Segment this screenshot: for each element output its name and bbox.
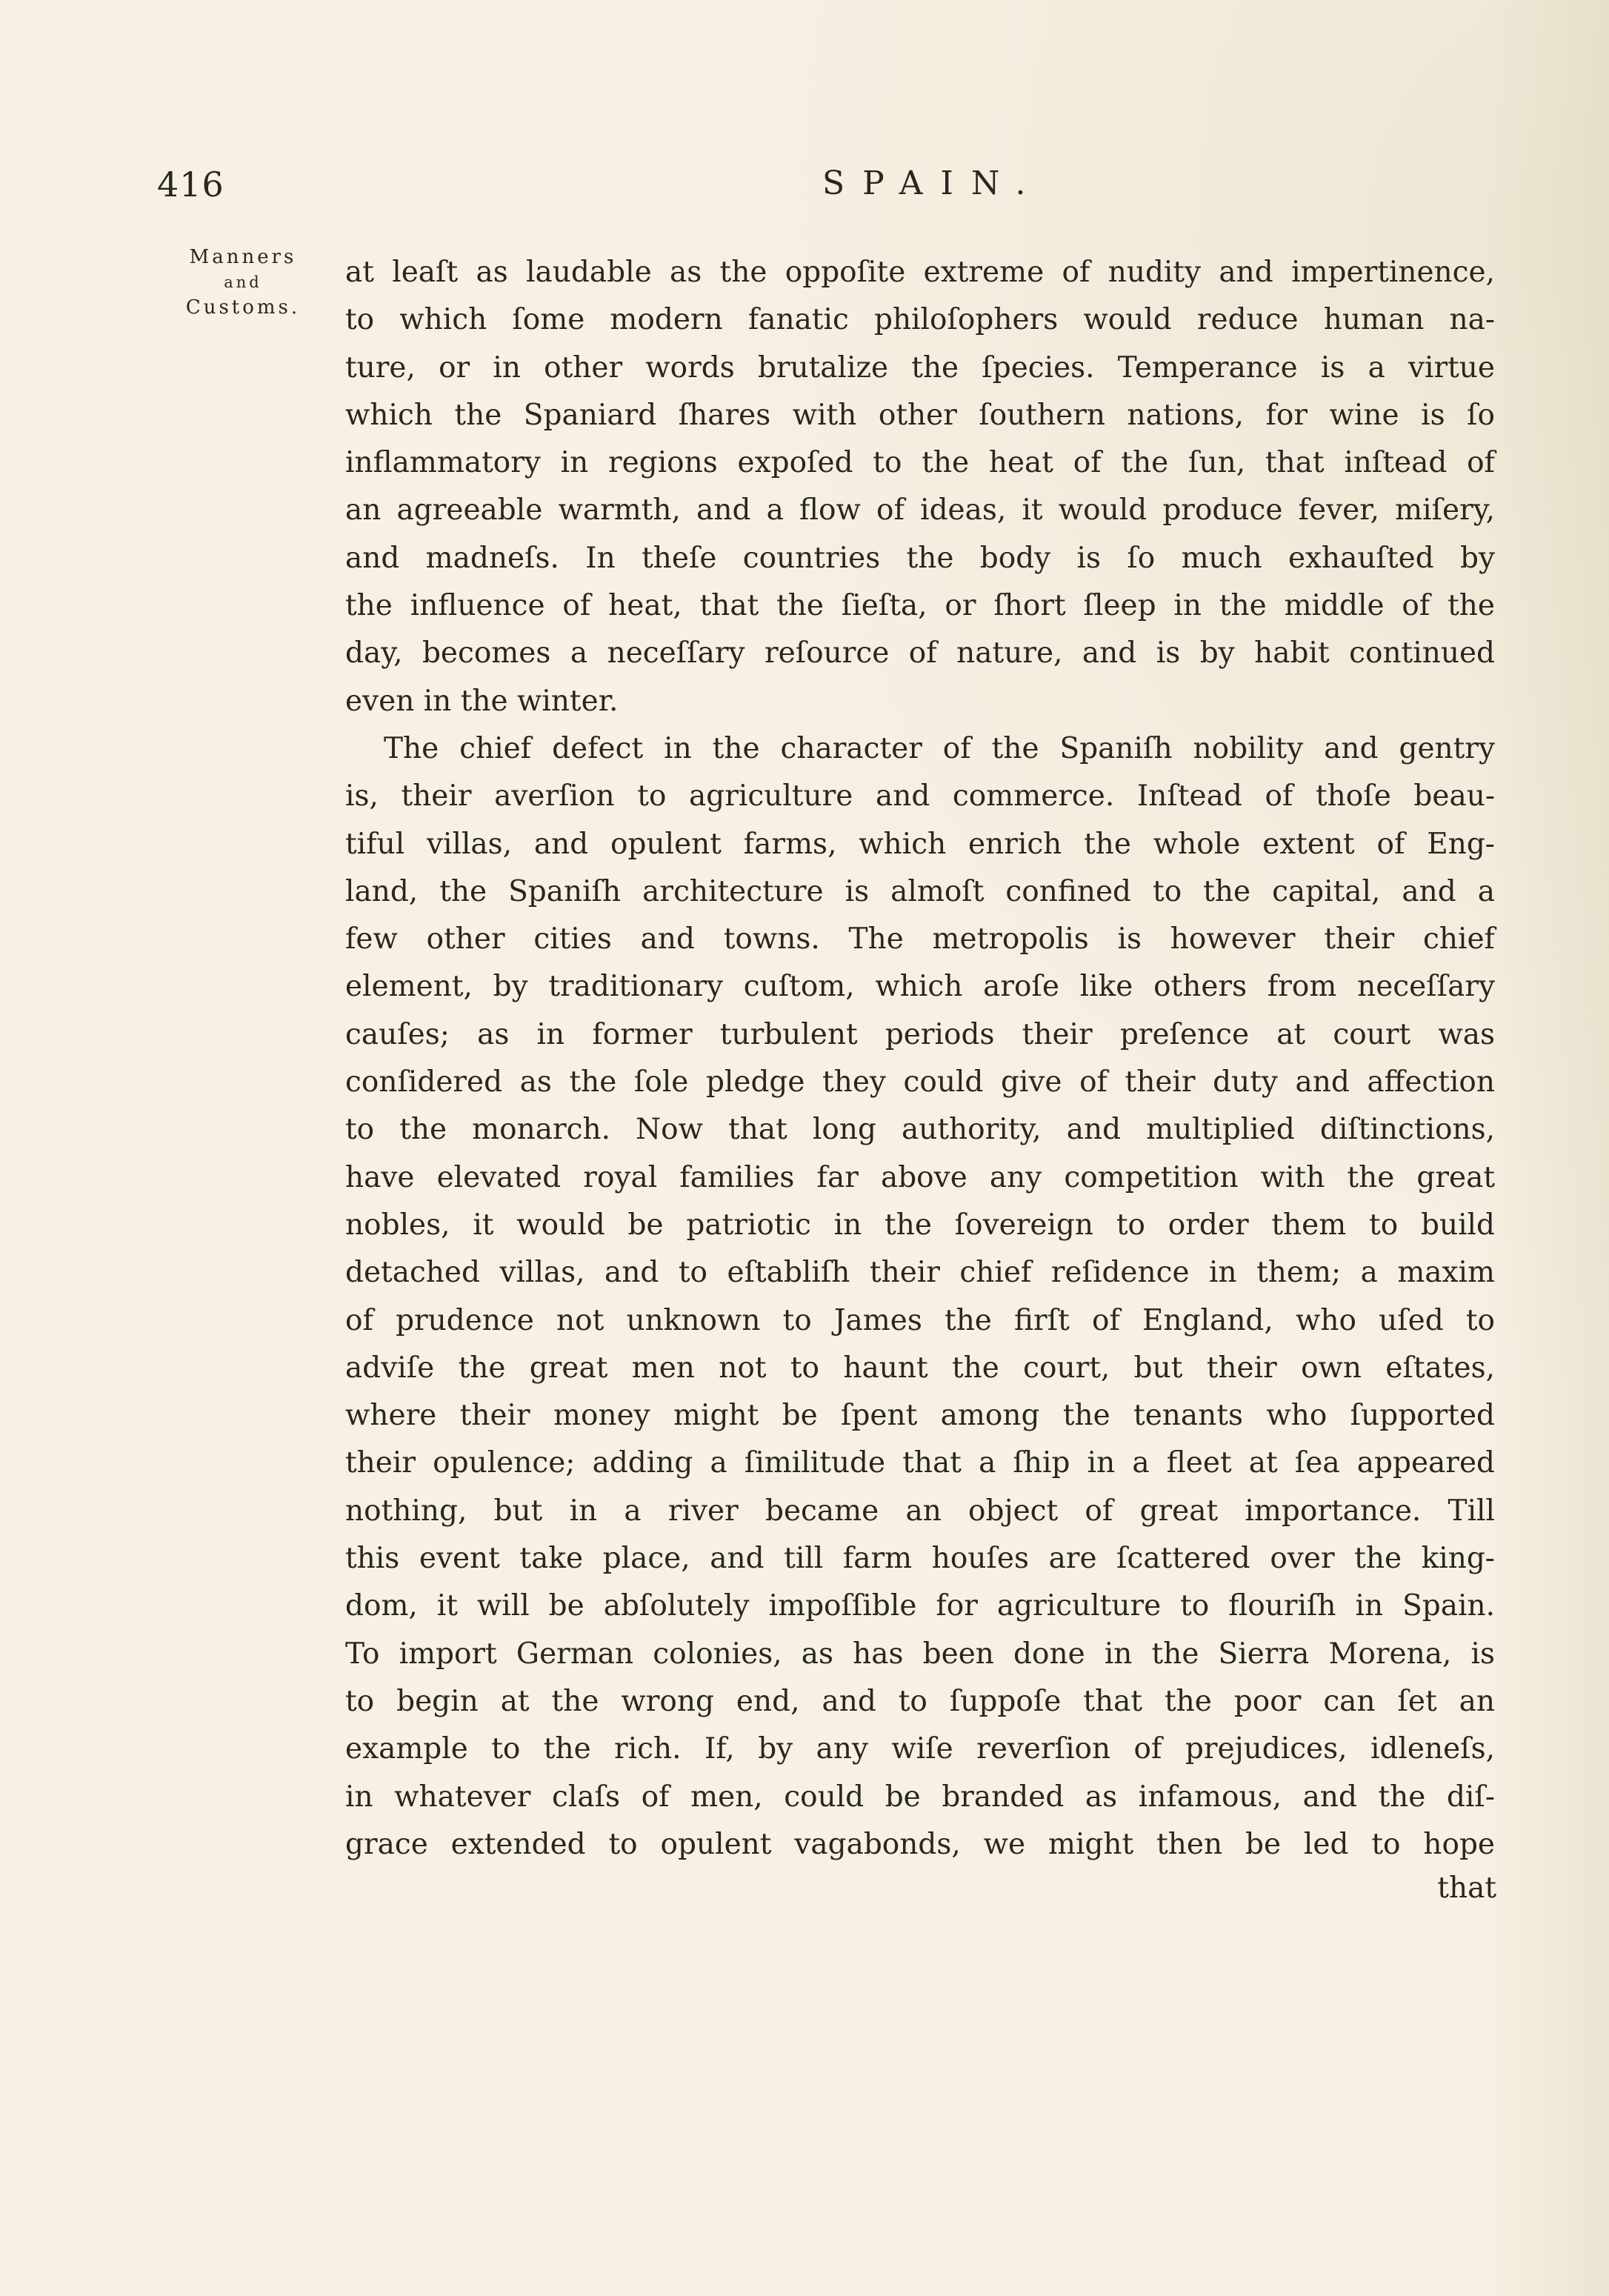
text-line: to which ſome modern fanatic philoſophers would reduce human na- — [345, 303, 1495, 337]
text-line: their opulence; adding a ſimilitude that a ſhip in a fleet at ſea appeared — [345, 1446, 1495, 1480]
text-line: conſidered as the ſole pledge they could give of their duty and affection — [345, 1065, 1495, 1099]
text-line: to begin at the wrong end, and to ſuppoſe that the poor can ſet an — [345, 1684, 1495, 1718]
text-line: cauſes; as in former turbulent periods their preſence at court was — [345, 1017, 1495, 1051]
text-line: day, becomes a neceſſary reſource of nature, and is by habit continued — [345, 636, 1495, 671]
text-line: tiful villas, and opulent farms, which enrich the whole extent of Eng- — [345, 827, 1495, 861]
marginal-note-line: Customs. — [185, 296, 301, 319]
marginal-note-line: Manners — [189, 246, 297, 268]
text-line: and madneſs. In theſe countries the body is ſo much exhauſted by — [345, 541, 1495, 575]
text-line: To import German colonies, as has been done in the Sierra Morena, is — [345, 1637, 1495, 1671]
text-line: of prudence not unknown to James the firſt of England, who uſed to — [345, 1303, 1495, 1337]
text-line: ture, or in other words brutalize the ſpecies. Temperance is a virtue — [345, 350, 1495, 385]
text-line: The chief defect in the character of the Spaniſh nobility and gentry — [384, 731, 1495, 765]
text-line: element, by traditionary cuſtom, which aroſe like others from neceſſary — [345, 970, 1495, 1004]
text-line: an agreeable warmth, and a flow of ideas, it would produce fever, miſery, — [345, 493, 1495, 528]
text-line: adviſe the great men not to haunt the court, but their own eſtates, — [345, 1351, 1495, 1385]
text-line: detached villas, and to eſtabliſh their chief reſidence in them; a maxim — [345, 1256, 1495, 1290]
text-line: nothing, but in a river became an object of great importance. Till — [345, 1494, 1495, 1528]
marginal-note-line: and — [224, 273, 262, 291]
text-line: have elevated royal families far above any competition with the great — [345, 1160, 1495, 1194]
text-line: in whatever claſs of men, could be branded as infamous, and the diſ- — [345, 1780, 1495, 1814]
text-line: which the Spaniard ſhares with other ſouthern nations, for wine is ſo — [345, 398, 1495, 432]
page-number: 416 — [157, 164, 224, 204]
text-line: land, the Spaniſh architecture is almoſt confined to the capital, and a — [345, 874, 1495, 908]
text-line: where their money might be ſpent among the tenants who ſupported — [345, 1399, 1495, 1433]
text-line: the influence of heat, that the ſieſta, or ſhort ſleep in the middle of the — [345, 589, 1495, 623]
text-line: even in the winter. — [345, 684, 619, 718]
text-line: example to the rich. If, by any wiſe reverſion of prejudices, idleneſs, — [345, 1732, 1495, 1766]
running-head: SPAIN. — [822, 164, 1044, 202]
text-line: grace extended to opulent vagabonds, we might then be led to hope — [345, 1827, 1495, 1861]
text-line: at leaſt as laudable as the oppoſite extreme of nudity and impertinence, — [345, 256, 1495, 289]
text-line: to the monarch. Now that long authority, and multiplied diſtinctions, — [345, 1113, 1495, 1147]
text-line: is, their averſion to agriculture and commerce. Inſtead of thoſe beau- — [345, 779, 1495, 813]
text-line: inflammatory in regions expoſed to the heat of the ſun, that inſtead of — [345, 446, 1495, 480]
text-line: nobles, it would be patriotic in the ſovereign to order them to build — [345, 1208, 1495, 1242]
catchword: that — [1437, 1871, 1496, 1905]
marginal-note — [169, 244, 317, 320]
body-text — [345, 249, 1495, 1869]
text-line: dom, it will be abſolutely impoſſible for agriculture to flouriſh in Spain. — [345, 1589, 1495, 1623]
text-line: this event take place, and till farm houſes are ſcattered over the king- — [345, 1542, 1495, 1576]
text-line: few other cities and towns. The metropolis is however their chief — [345, 922, 1495, 956]
